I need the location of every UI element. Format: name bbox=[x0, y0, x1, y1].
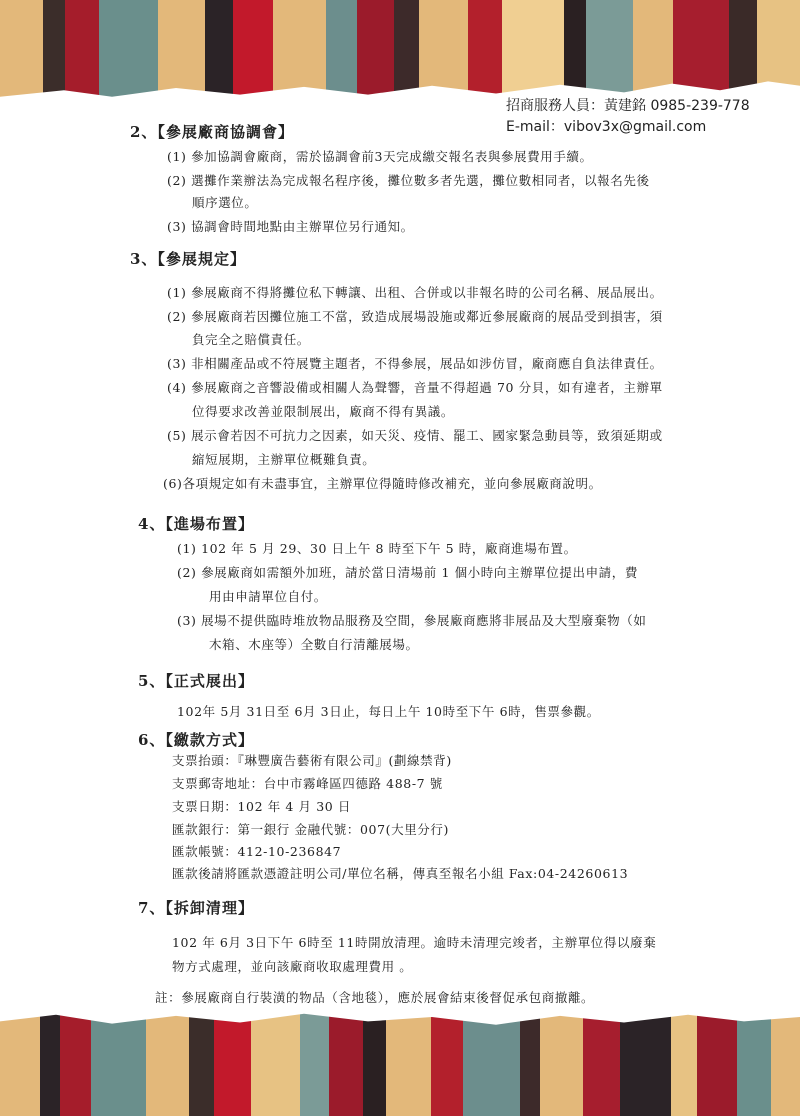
section-4-title: 4、【進場布置】 bbox=[138, 515, 254, 533]
section-3-item-3: (3) 非相關產品或不符展覽主題者，不得參展，展品如涉仿冒，廠商應自負法律責任。 bbox=[167, 356, 663, 371]
stripe bbox=[697, 1006, 737, 1116]
section-4-item-3-cont: 木箱、木座等）全數自行清離展場。 bbox=[209, 637, 419, 652]
stripe bbox=[300, 1006, 329, 1116]
contact-email: E-mail：vibov3x@gmail.com bbox=[506, 119, 707, 135]
stripe bbox=[43, 0, 65, 110]
stripe bbox=[463, 1006, 520, 1116]
stripe bbox=[540, 1006, 583, 1116]
section-3-item-2-cont: 負完全之賠償責任。 bbox=[192, 332, 310, 347]
stripe bbox=[326, 0, 357, 110]
section-3-item-2: (2) 參展廠商若因攤位施工不當，致造成展場設施或鄰近參展廠商的展品受到損害，須 bbox=[167, 309, 663, 324]
stripe bbox=[583, 1006, 620, 1116]
stripe bbox=[394, 0, 419, 110]
stripe bbox=[91, 1006, 145, 1116]
top-stripe-banner bbox=[0, 0, 800, 110]
section-6-item-3: 支票日期：102 年 4 月 30 日 bbox=[172, 799, 351, 814]
stripe bbox=[251, 1006, 300, 1116]
stripe bbox=[146, 1006, 189, 1116]
footnote: 註：參展廠商自行裝潢的物品（含地毯），應於展會結束後督促承包商撤離。 bbox=[155, 990, 595, 1005]
stripe bbox=[620, 1006, 671, 1116]
stripe bbox=[419, 0, 469, 110]
stripe bbox=[757, 0, 800, 110]
stripe bbox=[65, 0, 99, 110]
stripe bbox=[633, 0, 673, 110]
stripe bbox=[329, 1006, 363, 1116]
section-5-title: 5、【正式展出】 bbox=[138, 672, 254, 690]
section-5-item-1: 102年 5月 31日至 6月 3日止，每日上午 10時至下午 6時，售票參觀。 bbox=[177, 704, 600, 719]
stripe bbox=[520, 1006, 540, 1116]
stripe bbox=[40, 1006, 60, 1116]
section-3-title: 3、【參展規定】 bbox=[130, 250, 246, 268]
stripe bbox=[0, 0, 43, 110]
stripe bbox=[158, 0, 205, 110]
section-6-item-4: 匯款銀行：第一銀行 金融代號：007(大里分行) bbox=[172, 822, 449, 837]
section-4-item-1: (1) 102 年 5 月 29、30 日上午 8 時至下午 5 時，廠商進場布置。 bbox=[177, 541, 577, 556]
section-3-item-5-cont: 縮短展期，主辦單位概難負責。 bbox=[192, 452, 376, 467]
contact-info bbox=[506, 96, 786, 138]
stripe bbox=[729, 0, 757, 110]
stripe bbox=[564, 0, 586, 110]
stripe bbox=[431, 1006, 462, 1116]
section-3-item-5: (5) 展示會若因不可抗力之因素，如天災、疫情、罷工、國家緊急動員等，致須延期或 bbox=[167, 428, 663, 443]
section-3-item-4-cont: 位得要求改善並限制展出，廠商不得有異議。 bbox=[192, 404, 455, 419]
section-6-title: 6、【繳款方式】 bbox=[138, 731, 254, 749]
stripe bbox=[205, 0, 233, 110]
section-3-item-4: (4) 參展廠商之音響設備或相關人為聲響，音量不得超過 70 分貝，如有違者，主辦單 bbox=[167, 380, 663, 395]
section-3-item-1: (1) 參展廠商不得將攤位私下轉讓、出租、合併或以非報名時的公司名稱、展品展出。 bbox=[167, 285, 663, 300]
stripe bbox=[363, 1006, 386, 1116]
section-6-item-1: 支票抬頭：『琳豐廣告藝術有限公司』(劃線禁背) bbox=[172, 753, 452, 768]
section-6-item-2: 支票郵寄地址：台中市霧峰區四德路 488-7 號 bbox=[172, 776, 443, 791]
section-6-item-6: 匯款後請將匯款憑證註明公司/單位名稱，傳真至報名小組 Fax:04-24260613 bbox=[172, 866, 629, 881]
section-2-item-2-cont: 順序選位。 bbox=[192, 195, 258, 210]
stripe bbox=[357, 0, 394, 110]
section-2-item-2: (2) 選攤作業辦法為完成報名程序後，攤位數多者先選，攤位數相同者，以報名先後 bbox=[167, 173, 650, 188]
section-7-item-1: 102 年 6月 3日下午 6時至 11時開放清理。逾時未清理完竣者，主辦單位得以廢棄 bbox=[172, 935, 657, 950]
stripe bbox=[673, 0, 729, 110]
stripe bbox=[60, 1006, 91, 1116]
stripe bbox=[386, 1006, 432, 1116]
stripe bbox=[214, 1006, 251, 1116]
section-2-item-1: (1) 參加協調會廠商，需於協調會前3天完成繳交報名表與參展費用手續。 bbox=[167, 149, 593, 164]
stripe bbox=[771, 1006, 800, 1116]
section-7-title: 7、【拆卸清理】 bbox=[138, 899, 254, 917]
stripe bbox=[671, 1006, 697, 1116]
section-2-item-3: (3) 協調會時間地點由主辦單位另行通知。 bbox=[167, 219, 414, 234]
bottom-stripe-banner bbox=[0, 1006, 800, 1116]
contact-person: 招商服務人員：黃建銘 0985-239-778 bbox=[506, 98, 750, 114]
section-7-item-1-cont: 物方式處理，並向該廠商收取處理費用 。 bbox=[172, 959, 413, 974]
section-2-title: 2、【參展廠商協調會】 bbox=[130, 123, 294, 141]
stripe bbox=[0, 1006, 40, 1116]
stripe bbox=[273, 0, 326, 110]
section-4-item-2: (2) 參展廠商如需額外加班，請於當日清場前 1 個小時向主辦單位提出申請，費 bbox=[177, 565, 638, 580]
stripe bbox=[233, 0, 273, 110]
stripe bbox=[586, 0, 633, 110]
stripe bbox=[189, 1006, 215, 1116]
stripe bbox=[99, 0, 158, 110]
section-3-item-6: (6)各項規定如有未盡事宜，主辦單位得隨時修改補充，並向參展廠商說明。 bbox=[163, 476, 602, 491]
section-4-item-3: (3) 展場不提供臨時堆放物品服務及空間，參展廠商應將非展品及大型廢棄物（如 bbox=[177, 613, 647, 628]
section-6-item-5: 匯款帳號：412-10-236847 bbox=[172, 844, 342, 859]
section-4-item-2-cont: 用由申請單位自付。 bbox=[209, 589, 327, 604]
stripe bbox=[502, 0, 564, 110]
stripe bbox=[737, 1006, 771, 1116]
stripe bbox=[468, 0, 502, 110]
